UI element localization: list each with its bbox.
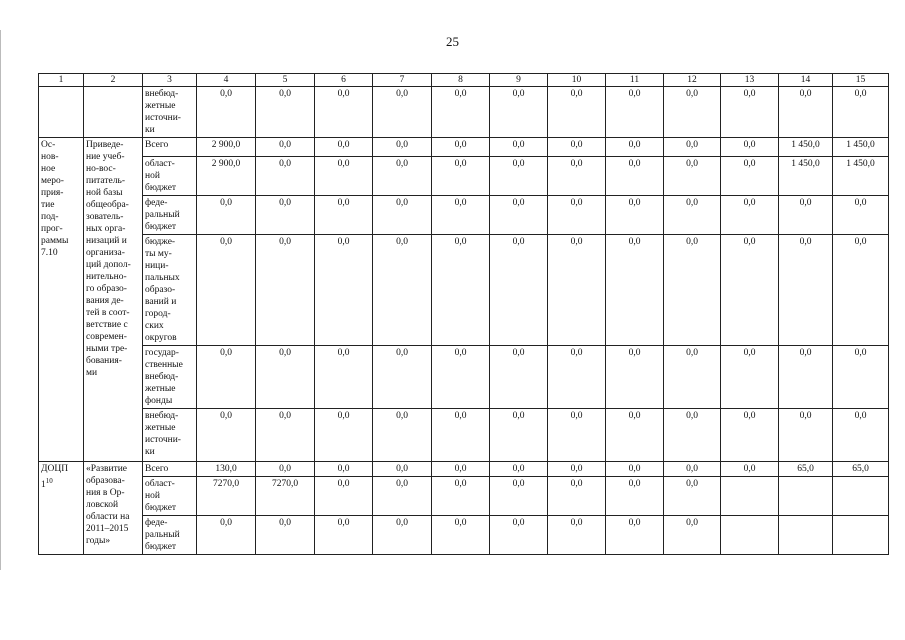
value-cell: 0,0 <box>373 346 432 409</box>
funding-source-cell: государ- ственные внебюд- жетные фонды <box>143 346 197 409</box>
header-cell-6: 6 <box>315 74 373 87</box>
value-cell: 0,0 <box>721 87 779 138</box>
value-cell: 0,0 <box>432 157 490 196</box>
value-cell: 0,0 <box>548 157 606 196</box>
value-cell: 0,0 <box>721 409 779 462</box>
value-cell: 0,0 <box>606 138 664 157</box>
value-cell: 0,0 <box>490 196 548 235</box>
value-cell: 0,0 <box>606 477 664 516</box>
value-cell: 0,0 <box>373 477 432 516</box>
value-cell: 1 450,0 <box>779 157 833 196</box>
value-cell: 130,0 <box>197 462 256 477</box>
value-cell: 7270,0 <box>197 477 256 516</box>
header-cell-11: 11 <box>606 74 664 87</box>
value-cell <box>833 477 889 516</box>
value-cell: 0,0 <box>779 235 833 346</box>
value-cell: 0,0 <box>721 462 779 477</box>
value-cell: 0,0 <box>256 346 315 409</box>
value-cell: 0,0 <box>779 87 833 138</box>
value-cell: 0,0 <box>779 196 833 235</box>
measure-code-cell: ДОЦП $1^{10}$ <box>39 462 84 555</box>
value-cell: 0,0 <box>721 235 779 346</box>
value-cell <box>833 516 889 555</box>
value-cell: 0,0 <box>373 462 432 477</box>
funding-source-cell: феде- ральный бюджет <box>143 196 197 235</box>
value-cell: 0,0 <box>373 196 432 235</box>
header-cell-8: 8 <box>432 74 490 87</box>
value-cell: 0,0 <box>548 196 606 235</box>
table-row <box>39 346 889 409</box>
value-cell: 0,0 <box>373 235 432 346</box>
value-cell: 0,0 <box>664 157 721 196</box>
value-cell: 0,0 <box>256 462 315 477</box>
value-cell: 0,0 <box>490 87 548 138</box>
value-cell: 0,0 <box>373 157 432 196</box>
value-cell: 0,0 <box>664 462 721 477</box>
value-cell: 0,0 <box>779 409 833 462</box>
value-cell: 0,0 <box>197 409 256 462</box>
value-cell: 0,0 <box>721 196 779 235</box>
value-cell: 0,0 <box>606 87 664 138</box>
value-cell: 0,0 <box>548 346 606 409</box>
value-cell: 65,0 <box>833 462 889 477</box>
table-row <box>39 138 889 157</box>
header-cell-7: 7 <box>373 74 432 87</box>
table-row <box>39 516 889 555</box>
value-cell: 0,0 <box>548 462 606 477</box>
value-cell: 0,0 <box>432 409 490 462</box>
value-cell: 7270,0 <box>256 477 315 516</box>
value-cell: 0,0 <box>432 516 490 555</box>
value-cell: 0,0 <box>256 516 315 555</box>
value-cell: 0,0 <box>606 157 664 196</box>
value-cell: 0,0 <box>548 235 606 346</box>
value-cell: 0,0 <box>432 477 490 516</box>
value-cell <box>779 477 833 516</box>
header-cell-2: 2 <box>84 74 143 87</box>
funding-source-cell: внебюд- жетные источни- ки <box>143 409 197 462</box>
value-cell: 0,0 <box>432 138 490 157</box>
value-cell <box>779 516 833 555</box>
value-cell: 0,0 <box>606 196 664 235</box>
value-cell: 0,0 <box>721 138 779 157</box>
value-cell: 0,0 <box>197 196 256 235</box>
value-cell: 0,0 <box>315 196 373 235</box>
value-cell: 0,0 <box>606 235 664 346</box>
budget-table <box>38 73 889 555</box>
header-cell-13: 13 <box>721 74 779 87</box>
header-cell-10: 10 <box>548 74 606 87</box>
header-cell-4: 4 <box>197 74 256 87</box>
value-cell: 0,0 <box>315 138 373 157</box>
value-cell: 0,0 <box>833 409 889 462</box>
header-cell-1: 1 <box>39 74 84 87</box>
value-cell: 0,0 <box>548 477 606 516</box>
value-cell: 0,0 <box>606 462 664 477</box>
value-cell: 0,0 <box>432 235 490 346</box>
funding-source-cell: внебюд- жетные источни- ки <box>143 87 197 138</box>
value-cell: 1 450,0 <box>833 157 889 196</box>
value-cell: 0,0 <box>490 409 548 462</box>
table-row <box>39 157 889 196</box>
value-cell: 0,0 <box>197 346 256 409</box>
value-cell: 0,0 <box>315 516 373 555</box>
value-cell: 0,0 <box>664 477 721 516</box>
header-cell-15: 15 <box>833 74 889 87</box>
value-cell: 0,0 <box>256 409 315 462</box>
value-cell: 0,0 <box>833 196 889 235</box>
funding-source-cell: област- ной бюджет <box>143 477 197 516</box>
header-cell-14: 14 <box>779 74 833 87</box>
value-cell: 0,0 <box>373 87 432 138</box>
value-cell: 0,0 <box>373 516 432 555</box>
value-cell: 0,0 <box>197 87 256 138</box>
value-cell: 0,0 <box>315 235 373 346</box>
header-cell-5: 5 <box>256 74 315 87</box>
value-cell: 0,0 <box>256 87 315 138</box>
table-row <box>39 196 889 235</box>
value-cell: 0,0 <box>548 409 606 462</box>
measure-description-cell: «Развитие образова- ния в Ор- ловской области на 2011–2015 годы» <box>84 462 143 555</box>
measure-code-cell <box>39 87 84 138</box>
header-row <box>39 74 889 87</box>
funding-source-cell: Всего <box>143 138 197 157</box>
funding-source-cell: област- ной бюджет <box>143 157 197 196</box>
funding-source-cell: феде- ральный бюджет <box>143 516 197 555</box>
header-cell-3: 3 <box>143 74 197 87</box>
table-row <box>39 87 889 138</box>
measure-description-cell: Приведе- ние учеб- но-вос- питатель- ной базы общеобра- зователь- ных орга- низаций и организа- ций допол- нительно- го образо- вания де- тей в соот- ветствие с современ- ными тре- бования- ми <box>84 138 143 462</box>
value-cell: 0,0 <box>315 409 373 462</box>
value-cell: 0,0 <box>833 87 889 138</box>
value-cell: 0,0 <box>315 87 373 138</box>
value-cell: 0,0 <box>490 157 548 196</box>
value-cell: 0,0 <box>490 235 548 346</box>
value-cell: 0,0 <box>779 346 833 409</box>
page-edge-line <box>0 30 1 570</box>
value-cell: 0,0 <box>315 462 373 477</box>
value-cell: 0,0 <box>432 87 490 138</box>
value-cell: 0,0 <box>490 138 548 157</box>
value-cell: 0,0 <box>606 346 664 409</box>
value-cell: 0,0 <box>315 346 373 409</box>
value-cell: 2 900,0 <box>197 157 256 196</box>
table-row <box>39 477 889 516</box>
value-cell: 0,0 <box>256 196 315 235</box>
value-cell: 0,0 <box>490 516 548 555</box>
value-cell: 0,0 <box>256 138 315 157</box>
value-cell: 0,0 <box>432 346 490 409</box>
value-cell <box>721 516 779 555</box>
value-cell: 0,0 <box>432 462 490 477</box>
table-row <box>39 409 889 462</box>
value-cell <box>721 477 779 516</box>
value-cell: 0,0 <box>315 157 373 196</box>
value-cell: 0,0 <box>606 409 664 462</box>
funding-source-cell: бюдже- ты му- ници- пальных образо- ваний и город- ских округов <box>143 235 197 346</box>
value-cell: 0,0 <box>373 138 432 157</box>
value-cell: 0,0 <box>197 516 256 555</box>
measure-code-cell: Ос- нов- ное меро- прия- тие под- прог- раммы 7.10 <box>39 138 84 462</box>
value-cell: 0,0 <box>490 462 548 477</box>
value-cell: 0,0 <box>490 346 548 409</box>
value-cell: 0,0 <box>490 477 548 516</box>
value-cell: 0,0 <box>606 516 664 555</box>
value-cell: 0,0 <box>548 87 606 138</box>
value-cell: 0,0 <box>664 346 721 409</box>
value-cell: 0,0 <box>548 138 606 157</box>
value-cell: 0,0 <box>197 235 256 346</box>
value-cell: 0,0 <box>256 235 315 346</box>
value-cell: 0,0 <box>664 196 721 235</box>
value-cell: 0,0 <box>833 346 889 409</box>
funding-source-cell: Всего <box>143 462 197 477</box>
value-cell: 0,0 <box>432 196 490 235</box>
footnote-ref: 10 <box>45 477 53 485</box>
value-cell: 0,0 <box>315 477 373 516</box>
measure-description-cell <box>84 87 143 138</box>
value-cell: 0,0 <box>664 409 721 462</box>
table-row <box>39 462 889 477</box>
value-cell: 0,0 <box>833 235 889 346</box>
value-cell: 65,0 <box>779 462 833 477</box>
page-number: 25 <box>446 34 459 49</box>
value-cell: 0,0 <box>721 157 779 196</box>
value-cell: 0,0 <box>664 87 721 138</box>
value-cell: 0,0 <box>721 346 779 409</box>
table-row <box>39 235 889 346</box>
value-cell: 0,0 <box>664 235 721 346</box>
value-cell: 0,0 <box>548 516 606 555</box>
value-cell: 0,0 <box>256 157 315 196</box>
value-cell: 2 900,0 <box>197 138 256 157</box>
value-cell: 0,0 <box>664 138 721 157</box>
value-cell: 0,0 <box>373 409 432 462</box>
value-cell: 0,0 <box>664 516 721 555</box>
header-cell-12: 12 <box>664 74 721 87</box>
value-cell: 1 450,0 <box>779 138 833 157</box>
value-cell: 1 450,0 <box>833 138 889 157</box>
header-cell-9: 9 <box>490 74 548 87</box>
